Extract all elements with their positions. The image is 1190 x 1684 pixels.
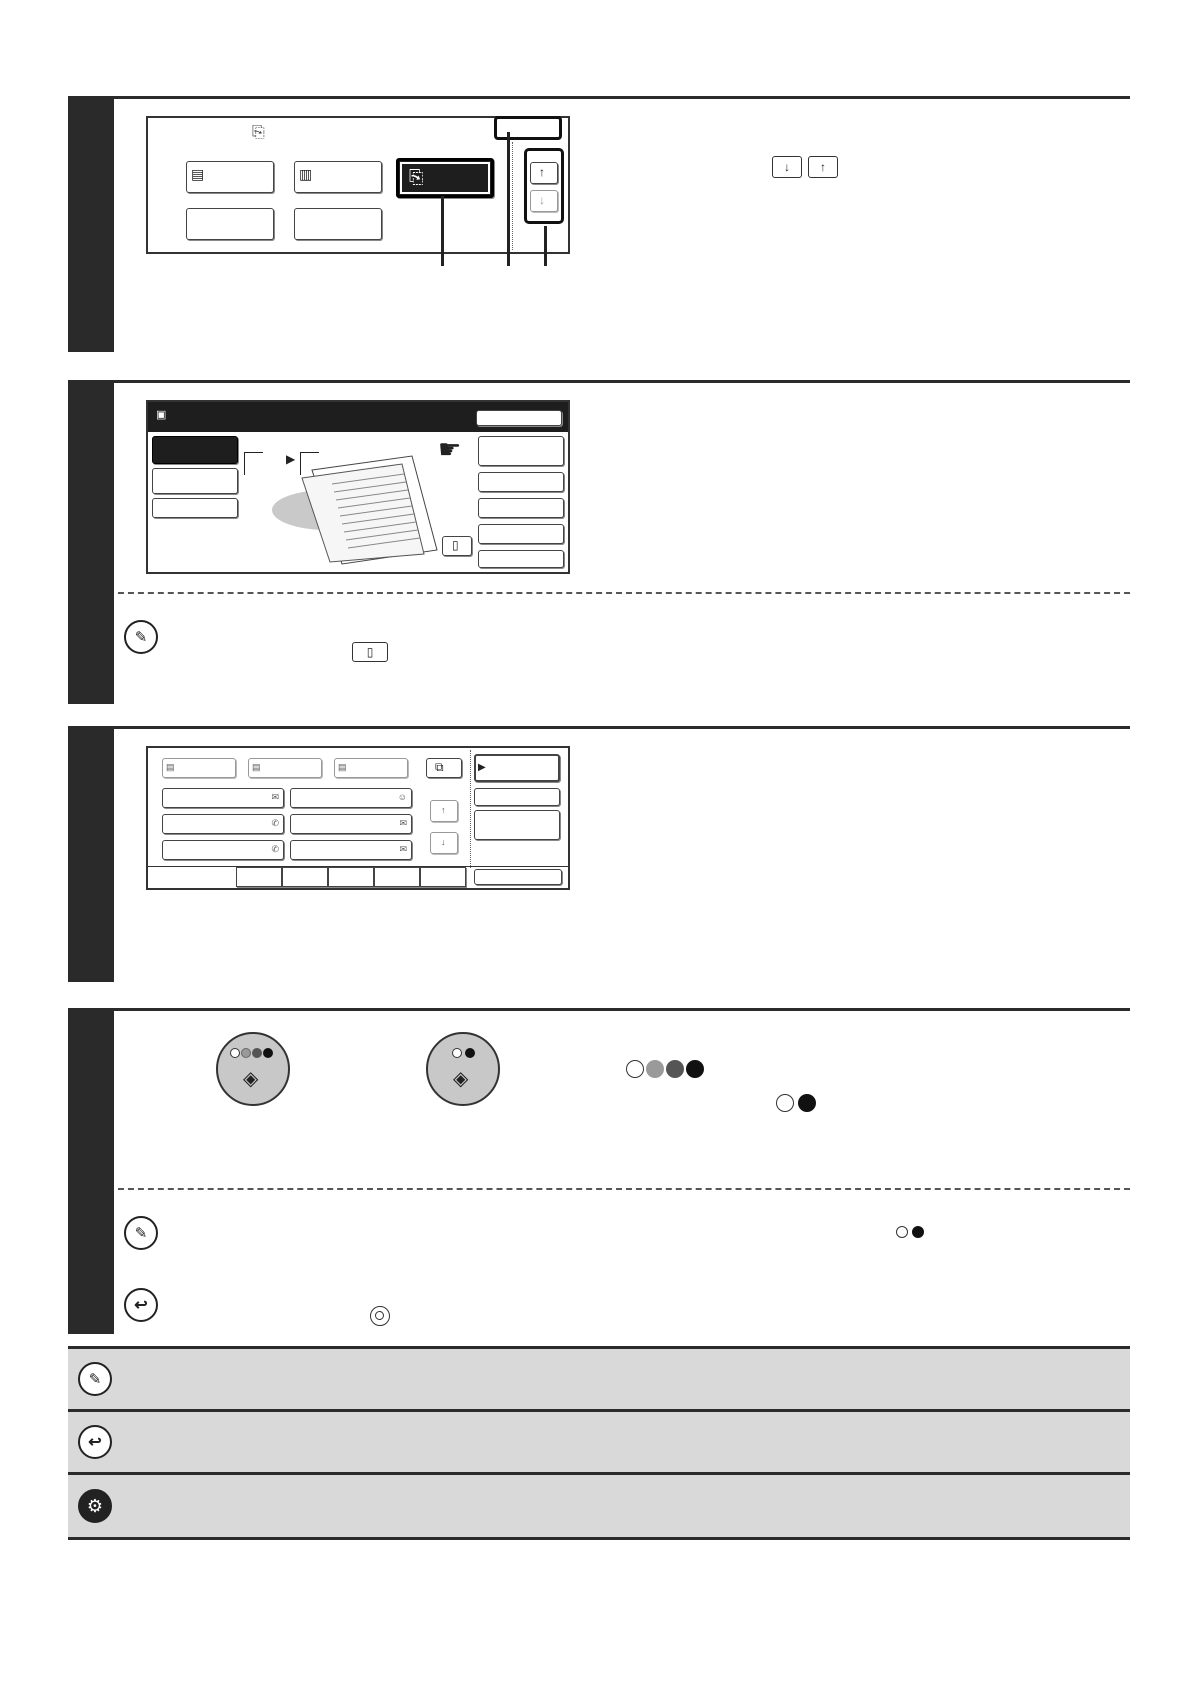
original-icon: ⎘ [252,124,265,141]
menu-button-1[interactable] [478,436,564,466]
down-key [772,156,802,178]
color-start-key-icon [216,1032,290,1106]
step3-top-rule [68,726,1130,729]
duplex-icon: ▥ [299,166,313,182]
panel-divider [470,750,472,868]
hand-pointer-icon: ☛ [438,434,462,464]
return-band [68,1412,1130,1472]
index-tab-5[interactable] [420,867,466,887]
notes-bottom-rule [68,1537,1130,1540]
bw-start-dots [452,1048,478,1060]
divider-line [512,142,514,250]
address-row-1[interactable] [162,788,284,808]
title-bar-button[interactable] [476,410,562,426]
bw-dots-note [896,1226,928,1240]
return-icon: ↩ [124,1288,158,1322]
mail-icon-3: ✉ [399,844,407,854]
pencil-icon-2: ✎ [124,1216,158,1250]
step1-sidebar [68,96,114,352]
address-book-button[interactable] [426,758,462,778]
list-scroll-up[interactable] [430,800,458,822]
down-arrow-icon-2: ↓ [441,837,446,847]
tab-button-1[interactable] [162,758,236,778]
gears-icon: ⚙ [78,1489,112,1523]
side-tab-selected[interactable] [152,436,238,464]
page-outline-left [244,452,263,475]
start-diamond-icon-2: ◈ [453,1068,469,1090]
color-start-dots [230,1048,280,1060]
list-scroll-down[interactable] [430,832,458,854]
menu-button-4[interactable] [478,524,564,544]
step2-sidebar [68,380,114,704]
page-counter-frame [494,116,562,140]
mail-icon-2: ✉ [399,818,407,828]
mode-button-1[interactable] [186,161,274,193]
step4-sidebar [68,1008,114,1334]
return-icon-2: ↩ [78,1425,112,1459]
index-tab-right[interactable] [474,869,562,885]
color-dots-inline [626,1060,716,1080]
preview-icon: ▯ [452,538,459,552]
address-row-2[interactable] [290,788,412,808]
document-stack-icon: ▤ [191,166,205,182]
note-band [68,1349,1130,1409]
scroll-keys-frame [524,148,564,224]
scroll-up-button[interactable] [530,162,558,184]
step4-note-divider [118,1188,1130,1190]
mail-icon: ✉ [271,792,279,802]
bw-start-key-icon [426,1032,500,1106]
right-menu-button-2[interactable] [474,788,560,806]
tab-icon-3: ▤ [338,762,347,772]
bw-dots-inline [776,1094,820,1114]
phone-icon-2: ✆ [271,844,279,854]
address-row-4[interactable] [290,814,412,834]
index-tab-1[interactable] [236,867,282,887]
address-row-5[interactable] [162,840,284,860]
step3-sidebar [68,726,114,982]
screen-title-bar [148,402,568,432]
settings-band [68,1475,1130,1537]
callout-line-2 [507,132,510,266]
tab-icon-2: ▤ [252,762,261,772]
address-row-6[interactable] [290,840,412,860]
menu-button-5[interactable] [478,550,564,568]
address-row-3[interactable] [162,814,284,834]
original-page-icon: ⎘ [409,167,424,187]
down-key-label: ↓ [784,160,790,174]
phone-icon: ✆ [271,818,279,828]
tab-button-3[interactable] [334,758,408,778]
pencil-icon: ✎ [124,620,158,654]
mode-button-3[interactable] [186,208,274,240]
right-menu-button-1[interactable] [474,754,560,782]
up-key [808,156,838,178]
step3-screen [146,746,570,890]
start-diamond-icon: ◈ [243,1068,259,1090]
preview-key-icon: ▯ [352,642,388,662]
scroll-down-button[interactable] [530,190,558,212]
right-menu-button-3[interactable] [474,810,560,840]
group-icon: ☺ [397,792,407,802]
callout-line-1 [441,196,444,266]
callout-line-3 [544,226,547,266]
step2-screen [146,400,570,574]
menu-button-3[interactable] [478,498,564,518]
down-arrow-icon: ↓ [539,193,545,207]
mode-icon: ▣ [156,409,167,421]
preview-button[interactable] [442,536,472,556]
index-tab-2[interactable] [282,867,328,887]
mode-button-4[interactable] [294,208,382,240]
tab-icon-1: ▤ [166,762,175,772]
step2-note-divider [118,592,1130,594]
step1-top-rule [68,96,1130,99]
selected-mode-button[interactable] [396,158,494,198]
tab-button-2[interactable] [248,758,322,778]
side-tab-2[interactable] [152,468,238,494]
side-tab-3[interactable] [152,498,238,518]
address-book-icon: ⧉ [435,760,444,774]
pencil-icon-3: ✎ [78,1362,112,1396]
arrow-right-icon: ▶ [286,452,296,466]
index-tab-3[interactable] [328,867,374,887]
step2-top-rule [68,380,1130,383]
index-tab-4[interactable] [374,867,420,887]
step4-top-rule [68,1008,1130,1011]
menu-button-2[interactable] [478,472,564,492]
index-tab-strip [148,866,568,889]
document-pages-illustration [272,450,442,566]
right-triangle-icon: ▶ [478,762,486,773]
up-arrow-icon-2: ↑ [441,805,446,815]
up-key-label: ↑ [820,160,826,174]
up-arrow-icon: ↑ [539,165,545,179]
mode-button-2[interactable] [294,161,382,193]
stop-key-icon [370,1306,390,1326]
